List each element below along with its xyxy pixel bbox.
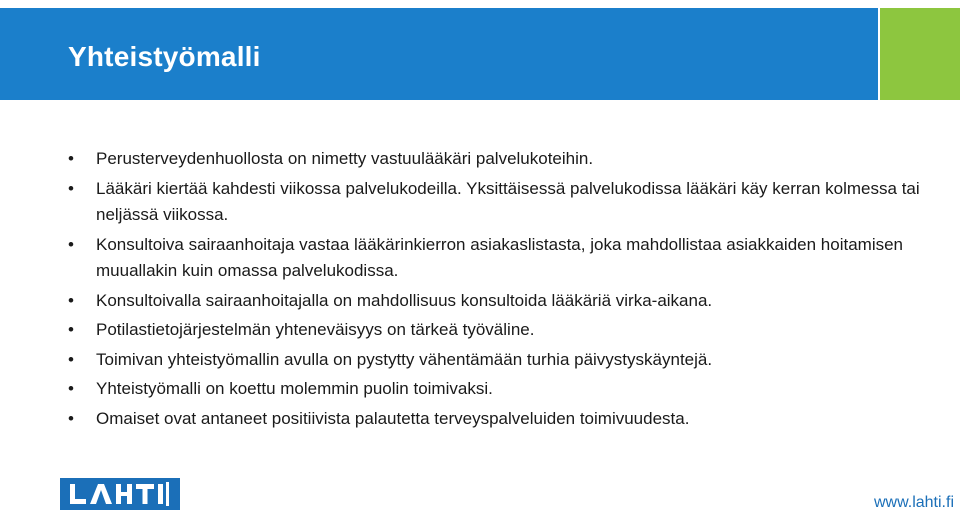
bullet-text: Lääkäri kiertää kahdesti viikossa palvelukodeilla. Yksittäisessä palvelukodissa lääkäri käy kerran kolmessa tai neljässä viikossa. bbox=[96, 178, 920, 224]
bullet-text: Potilastietojärjestelmän yhteneväisyys on tärkeä työväline. bbox=[96, 320, 535, 339]
bullet-icon: • bbox=[68, 149, 74, 168]
bullet-text: Konsultoivalla sairaanhoitajalla on mahdollisuus konsultoida lääkäriä virka-aikana. bbox=[96, 290, 713, 310]
slide-title: Yhteistyömalli bbox=[68, 41, 261, 72]
bullet-text: Perusterveydenhuollosta on nimetty vastuulääkäri palvelukoteihin. bbox=[96, 149, 594, 168]
bullet-list bbox=[68, 146, 928, 435]
bullet-icon: • bbox=[68, 408, 74, 428]
bullet-icon: • bbox=[68, 379, 74, 398]
bullet-text: Omaiset ovat antaneet positiivista palautetta terveyspalveluiden toimivuudesta. bbox=[96, 408, 690, 428]
bullet-item bbox=[68, 347, 928, 374]
bullet-item bbox=[68, 376, 928, 403]
bullet-text: Yhteistyömalli on koettu molemmin puolin toimivaksi. bbox=[96, 379, 493, 398]
bullet-icon: • bbox=[68, 178, 74, 198]
website-url: www.lahti.fi bbox=[873, 494, 954, 511]
bullet-item bbox=[68, 232, 928, 285]
bullet-icon: • bbox=[68, 290, 74, 310]
bullet-text: Konsultoiva sairaanhoitaja vastaa lääkärinkierron asiakaslistasta, joka mahdollistaa asiakkaiden hoitamisen muuallakin kuin omassa palvelukodissa. bbox=[96, 234, 904, 280]
lahti-logo bbox=[60, 478, 180, 510]
accent-block bbox=[880, 8, 960, 100]
bullet-item bbox=[68, 176, 928, 229]
bullet-item bbox=[68, 146, 928, 173]
bullet-icon: • bbox=[68, 234, 74, 254]
bullet-item bbox=[68, 317, 928, 344]
bullet-icon: • bbox=[68, 320, 74, 339]
bullet-text: Toimivan yhteistyömallin avulla on pystytty vähentämään turhia päivystyskäyntejä. bbox=[96, 349, 713, 369]
bullet-item bbox=[68, 288, 928, 315]
bullet-icon: • bbox=[68, 349, 74, 369]
title-bar bbox=[0, 8, 878, 100]
bullet-item bbox=[68, 406, 928, 433]
